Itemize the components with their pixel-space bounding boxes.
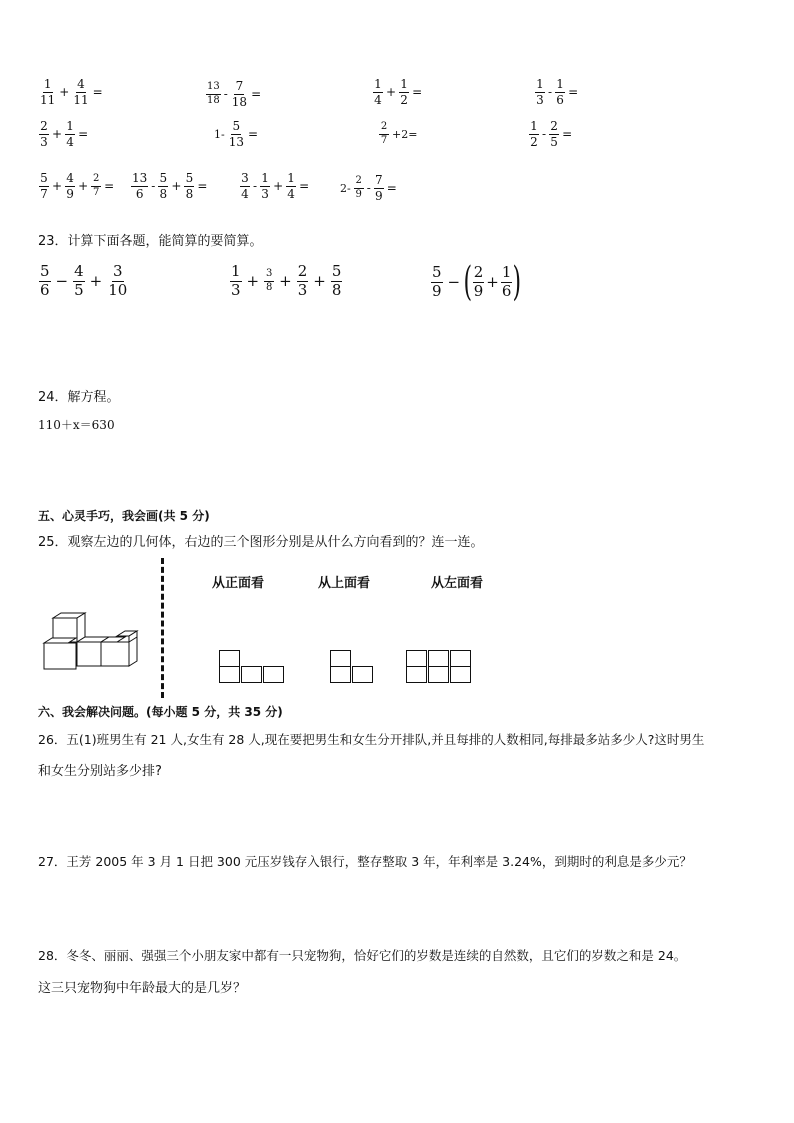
grid-cell — [330, 650, 351, 667]
numerator: 4 — [77, 77, 85, 91]
numerator: 2 — [379, 122, 389, 135]
grid-cell — [428, 666, 449, 683]
operator: - — [151, 179, 156, 194]
fraction — [354, 176, 364, 200]
operator: + — [386, 85, 397, 100]
denominator: 2 — [400, 92, 408, 107]
denominator: 8 — [265, 281, 273, 293]
operator: = — [251, 87, 262, 102]
grid-cell — [219, 650, 240, 667]
numerator: 7 — [374, 173, 383, 187]
numerator: 7 — [235, 79, 244, 93]
numerator: 2 — [473, 262, 484, 281]
operator: = — [78, 127, 89, 142]
denominator: 13 — [228, 134, 244, 149]
view-shape-1[interactable] — [219, 650, 287, 688]
fraction — [264, 269, 274, 293]
expr-23-1 — [38, 264, 129, 299]
numerator: 2 — [550, 119, 558, 133]
operator: - — [542, 127, 547, 142]
left-parenthesis: ( — [463, 259, 473, 305]
expr-r2-3 — [378, 122, 419, 146]
equation: 110＋x＝630 — [38, 418, 115, 432]
denominator: 9 — [66, 186, 74, 201]
fraction — [73, 264, 85, 299]
cube-solid-figure — [40, 612, 142, 674]
view-shape-3[interactable] — [406, 650, 474, 688]
operator: = — [299, 179, 310, 194]
denominator: 6 — [556, 92, 564, 107]
numerator: 1 — [66, 119, 74, 133]
numerator: 1 — [43, 77, 52, 91]
expr-r3-3 — [239, 172, 311, 200]
denominator: 5 — [74, 280, 84, 299]
denominator: 10 — [108, 280, 128, 299]
fraction — [228, 120, 245, 148]
fraction — [240, 172, 250, 200]
operator: = — [568, 85, 579, 100]
operator: + — [59, 85, 70, 100]
label-front-view: 从正面看 — [212, 576, 265, 591]
expr-r3-1 — [38, 172, 116, 200]
operator: + — [246, 272, 260, 291]
numerator: 1 — [400, 77, 408, 91]
expr-r2-1 — [38, 120, 90, 148]
fraction — [286, 172, 296, 200]
question-26-line2: 和女生分别站多少排? — [38, 764, 162, 779]
denominator: 4 — [66, 134, 74, 149]
operator: - — [223, 87, 228, 102]
label-left-view: 从左面看 — [431, 576, 484, 591]
numerator: 3 — [113, 262, 123, 280]
numerator: 13 — [206, 82, 221, 95]
numerator: 5 — [159, 171, 168, 185]
fraction — [39, 78, 56, 106]
operator: - — [366, 181, 371, 196]
denominator: 9 — [473, 281, 484, 300]
numerator: 5 — [40, 262, 50, 280]
denominator: 7 — [92, 186, 100, 198]
grid-cell — [330, 666, 351, 683]
fraction — [91, 174, 101, 198]
dashed-divider — [161, 558, 164, 698]
denominator: 2 — [530, 134, 538, 149]
question-24-title: 24．解方程。 — [38, 390, 120, 405]
operator: = — [562, 127, 573, 142]
numerator: 2 — [354, 176, 364, 189]
numerator: 2 — [297, 262, 308, 280]
numerator: 5 — [331, 262, 342, 280]
expr-r1-4 — [534, 78, 580, 106]
numerator: 5 — [40, 171, 48, 185]
question-27: 27．王芳 2005 年 3 月 1 日把 300 元压岁钱存入银行，整存整取 3 年，年利率是 3.24%，到期时的利息是多少元？ — [38, 854, 692, 869]
fraction — [184, 172, 194, 200]
numerator: 5 — [232, 119, 241, 133]
fraction — [206, 82, 221, 106]
operator: = — [104, 179, 115, 194]
fraction — [549, 120, 559, 148]
fraction — [379, 122, 389, 146]
denominator: 9 — [432, 281, 442, 300]
denominator: 3 — [231, 280, 241, 299]
section-6-title: 六、我会解决问题。(每小题 5 分，共 35 分) — [38, 705, 283, 719]
fraction — [529, 120, 539, 148]
fraction — [373, 78, 383, 106]
denominator: 9 — [374, 188, 383, 203]
operator: = — [92, 85, 103, 100]
numerator: 1 — [374, 77, 382, 91]
denominator: 18 — [207, 94, 220, 106]
denominator: 4 — [241, 186, 249, 201]
fraction — [555, 78, 565, 106]
operator: + — [486, 273, 499, 291]
operator: + — [273, 179, 284, 194]
denominator: 3 — [40, 134, 48, 149]
fraction — [131, 172, 148, 200]
operator: +2= — [392, 127, 418, 141]
operator: + — [313, 272, 326, 291]
numerator: 2 — [40, 119, 48, 133]
fraction — [297, 264, 309, 299]
fraction — [65, 172, 75, 200]
denominator: 9 — [355, 188, 362, 200]
operator: = — [248, 127, 259, 142]
denominator: 8 — [331, 280, 342, 299]
numerator: 13 — [132, 171, 148, 185]
operator: - — [253, 179, 258, 194]
numerator: 1 — [556, 77, 564, 91]
grid-cell — [450, 650, 471, 667]
denominator: 3 — [297, 280, 308, 299]
expr-r2-4 — [528, 120, 574, 148]
right-parenthesis: ) — [512, 259, 522, 305]
numerator: 4 — [66, 171, 74, 185]
numerator: 1 — [501, 262, 512, 281]
numerator: 1 — [231, 262, 241, 280]
operator: + — [279, 272, 292, 291]
numerator: 1 — [287, 171, 295, 185]
numerator: 1 — [530, 119, 538, 133]
fraction — [260, 172, 270, 200]
denominator: 7 — [380, 134, 388, 146]
numerator: 2 — [91, 174, 101, 187]
view-shape-2[interactable] — [330, 650, 376, 688]
operator: = — [412, 85, 423, 100]
operator: + — [52, 127, 63, 142]
expr-r2-2 — [212, 120, 260, 148]
denominator: 3 — [261, 186, 269, 201]
denominator: 4 — [374, 92, 382, 107]
operator: + — [171, 179, 182, 194]
fraction — [158, 172, 168, 200]
question-26-line1: 26．五(1)班男生有 21 人,女生有 28 人,现在要把男生和女生分开排队,并且每排的人数相同,每排最多站多少人?这时男生 — [38, 732, 705, 747]
fraction — [399, 78, 409, 106]
expr-r3-2 — [130, 172, 209, 200]
grid-cell — [219, 666, 240, 683]
fraction — [72, 78, 89, 106]
numerator: 3 — [241, 171, 249, 185]
denominator: 8 — [159, 186, 168, 201]
fraction — [39, 172, 49, 200]
denominator: 5 — [550, 134, 558, 149]
operator: − — [55, 272, 69, 291]
operator: 1- — [214, 127, 225, 141]
denominator: 8 — [185, 186, 194, 201]
expr-r1-3 — [372, 78, 424, 106]
grid-cell — [450, 666, 471, 683]
fraction — [230, 264, 242, 299]
expr-23-2 — [229, 264, 343, 299]
question-25-text: 25．观察左边的几何体，右边的三个图形分别是从什么方向看到的？连一连。 — [38, 535, 484, 550]
fraction — [331, 264, 343, 299]
operator: = — [197, 179, 208, 194]
operator: = — [386, 181, 397, 196]
operator: 2- — [340, 181, 351, 195]
question-23-title: 23．计算下面各题，能简算的要简算。 — [38, 234, 263, 249]
denominator: 6 — [135, 186, 144, 201]
grid-cell — [263, 666, 284, 683]
denominator: 11 — [40, 92, 56, 107]
expr-r1-2 — [205, 80, 263, 108]
fraction — [473, 262, 485, 300]
fraction — [107, 264, 128, 299]
denominator: 6 — [501, 281, 512, 300]
operator: − — [447, 273, 461, 291]
fraction — [535, 78, 545, 106]
grid-cell — [241, 666, 262, 683]
numerator: 5 — [432, 262, 442, 281]
section-5-title: 五、心灵手巧，我会画(共 5 分) — [38, 509, 210, 523]
question-28-line2: 这三只宠物狗中年龄最大的是几岁？ — [38, 981, 247, 996]
grid-cell — [428, 650, 449, 667]
operator: + — [52, 179, 63, 194]
denominator: 3 — [536, 92, 544, 107]
denominator: 11 — [73, 92, 89, 107]
denominator: 7 — [40, 186, 48, 201]
operator: + — [78, 179, 89, 194]
question-28-line1: 28．冬冬、丽丽、强强三个小朋友家中都有一只宠物狗，恰好它们的岁数是连续的自然数，且它们的岁数之和是 24。 — [38, 948, 687, 963]
fraction — [65, 120, 75, 148]
expr-r3-4 — [338, 174, 399, 202]
expr-r1-1 — [38, 78, 105, 106]
grid-cell — [352, 666, 373, 683]
operator: + — [89, 272, 103, 291]
label-top-view: 从上面看 — [318, 576, 371, 591]
denominator: 6 — [40, 280, 50, 299]
numerator: 4 — [74, 262, 84, 280]
fraction — [39, 264, 51, 299]
expr-23-3 — [430, 259, 522, 305]
numerator: 1 — [261, 171, 269, 185]
grid-cell — [406, 650, 427, 667]
fraction — [431, 262, 443, 300]
grid-cell — [406, 666, 427, 683]
numerator: 3 — [264, 269, 274, 282]
fraction — [39, 120, 49, 148]
operator: - — [548, 85, 553, 100]
fraction — [231, 80, 248, 108]
fraction — [374, 174, 384, 202]
denominator: 4 — [287, 186, 295, 201]
fraction — [501, 262, 513, 300]
numerator: 1 — [536, 77, 544, 91]
denominator: 18 — [231, 94, 248, 109]
numerator: 5 — [185, 171, 194, 185]
